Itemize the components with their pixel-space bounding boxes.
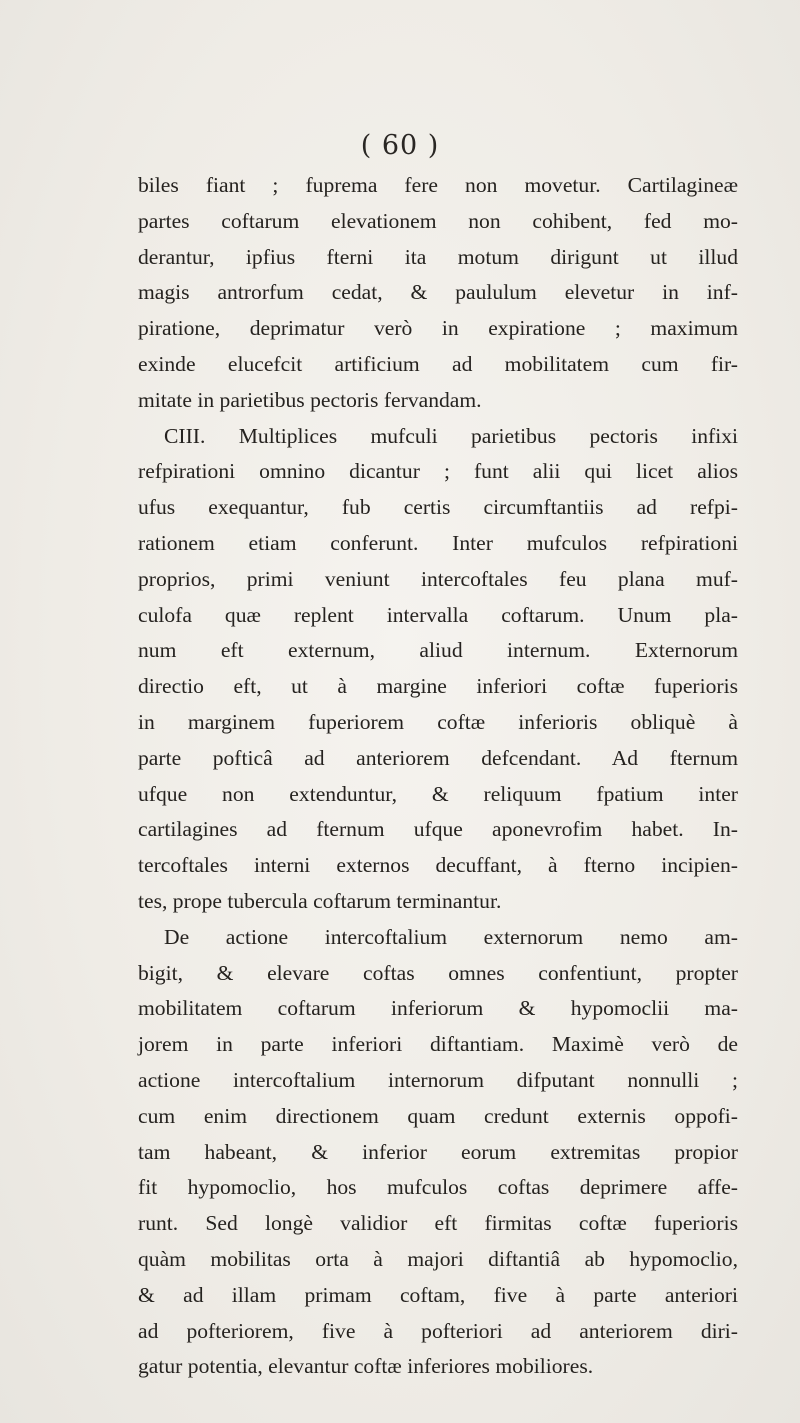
text-line: mobilitatem coftarum inferiorum & hypomoclii ma- [138, 996, 738, 1021]
text-line: refpirationi omnino dicantur ; funt alii qui licet alios [138, 459, 738, 484]
text-line: quàm mobilitas orta à majori diftantiâ ab hypomoclio, [138, 1246, 738, 1271]
text-line: magis antrorfum cedat, & paululum elevetur in inf- [138, 280, 738, 305]
text-line: proprios, primi veniunt intercoftales feu plana muf- [138, 566, 738, 591]
text-line: actione intercoftalium internorum difputant nonnulli ; [138, 1067, 738, 1092]
text-line: cartilagines ad fternum ufque aponevrofim habet. In- [138, 817, 738, 842]
text-line: parte pofticâ ad anteriorem defcendant. Ad fternum [138, 745, 738, 770]
text-line: bigit, & elevare coftas omnes confentiunt, propter [138, 960, 738, 985]
text-line: CIII. Multiplices mufculi parietibus pectoris infixi [164, 423, 738, 448]
text-line: tam habeant, & inferior eorum extremitas propior [138, 1139, 738, 1164]
text-line: & ad illam primam coftam, five à parte anteriori [138, 1282, 738, 1307]
text-line: cum enim directionem quam credunt externis oppofi- [138, 1103, 738, 1128]
text-line: directio eft, ut à margine inferiori coftæ fuperioris [138, 674, 738, 699]
text-line: ad pofteriorem, five à pofteriori ad anteriorem diri- [138, 1318, 738, 1343]
text-line: runt. Sed longè validior eft firmitas coftæ fuperioris [138, 1211, 738, 1236]
text-line: gatur potentia, elevantur coftæ inferiores mobiliores. [138, 1354, 594, 1379]
body-text [138, 168, 738, 1385]
page-number: ( 60 ) [360, 130, 440, 161]
text-line: piratione, deprimatur verò in expiratione ; maximum [138, 316, 738, 341]
text-line: fit hypomoclio, hos mufculos coftas deprimere affe- [138, 1175, 738, 1200]
text-line: exinde elucefcit artificium ad mobilitatem cum fir- [138, 351, 738, 376]
text-line: ufque non extenduntur, & reliquum fpatium inter [138, 781, 738, 806]
text-line: rationem etiam conferunt. Inter mufculos refpirationi [138, 530, 738, 555]
text-line: biles fiant ; fuprema fere non movetur. Cartilagineæ [138, 173, 738, 197]
text-line: ufus exequantur, fub certis circumftantiis ad refpi- [138, 495, 738, 520]
text-line: num eft externum, aliud internum. Externorum [138, 638, 738, 663]
text-line: mitate in parietibus pectoris fervandam. [138, 387, 482, 412]
text-line: in marginem fuperiorem coftæ inferioris obliquè à [138, 709, 738, 734]
text-line: De actione intercoftalium externorum nemo am- [164, 924, 738, 949]
text-line: culofa quæ replent intervalla coftarum. Unum pla- [138, 602, 738, 627]
text-line: jorem in parte inferiori diftantiam. Maximè verò de [138, 1032, 738, 1057]
text-line: tercoftales interni externos decuffant, à fterno incipien- [138, 853, 738, 878]
text-line: partes coftarum elevationem non cohibent, fed mo- [138, 208, 738, 233]
text-line: derantur, ipfius fterni ita motum dirigunt ut illud [138, 244, 738, 269]
text-line: tes, prope tubercula coftarum terminantur. [138, 888, 502, 913]
